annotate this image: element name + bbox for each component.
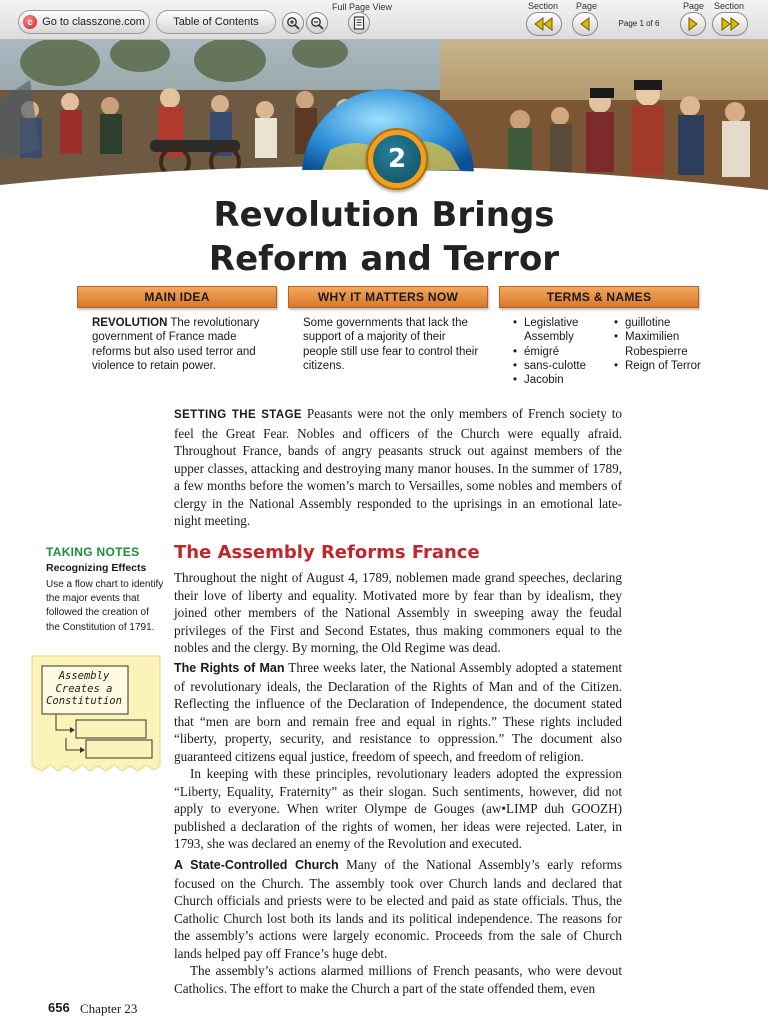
why-it-matters-text: Some governments that lack the support of a majority of their people still use fear to control their citizens. bbox=[303, 317, 479, 372]
next-page-button[interactable] bbox=[680, 12, 706, 36]
taking-notes-heading: TAKING NOTES bbox=[46, 545, 140, 559]
section-heading: The Assembly Reforms France bbox=[174, 542, 480, 563]
right-arrow-icon bbox=[687, 17, 699, 31]
section-label-right: Section bbox=[714, 1, 745, 11]
why-it-matters-heading: WHY IT MATTERS NOW bbox=[288, 286, 488, 308]
taking-notes-subheading: Recognizing Effects bbox=[46, 562, 147, 574]
rights-of-man-heading: The Rights of Man bbox=[174, 661, 285, 675]
section-number: 2 bbox=[373, 135, 421, 183]
state-church-paragraph bbox=[174, 856, 622, 962]
full-page-view-label: Full Page View bbox=[332, 2, 392, 12]
setting-the-stage-paragraph bbox=[174, 405, 622, 530]
state-church-text: Many of the National Assembly’s early reforms focused on the Church. The assembly took over Church lands and declared that Church officials and priests were to be elected and paid as state officials. Thus, the Catholic Church lost both its lands and its political independence. The reasons for the assembly’s actions were largely economic. Proceeds from the sale of Church lands helped pay off France’s huge debt. bbox=[174, 857, 622, 961]
section-label-left: Section bbox=[528, 1, 559, 11]
full-page-view-icon[interactable] bbox=[348, 12, 370, 34]
zoom-out-icon[interactable] bbox=[306, 12, 328, 34]
page-label-right: Page bbox=[683, 1, 705, 11]
left-arrow-icon bbox=[579, 17, 591, 31]
state-church-heading: A State-Controlled Church bbox=[174, 858, 339, 872]
term-item: • sans-culotte bbox=[512, 359, 604, 373]
term-item: • Reign of Terror bbox=[613, 359, 713, 373]
taking-notes-text: Use a flow chart to identify the major events that followed the creation of the Constitution of 1791. bbox=[46, 579, 164, 633]
main-idea-heading: MAIN IDEA bbox=[77, 286, 277, 308]
term-item: • émigré bbox=[512, 345, 604, 359]
section-number-badge bbox=[366, 128, 428, 190]
main-idea-text bbox=[92, 316, 272, 373]
section-title bbox=[0, 193, 768, 281]
main-idea-lead: REVOLUTION bbox=[92, 317, 168, 329]
zoom-in-icon[interactable] bbox=[282, 12, 304, 34]
next-section-button[interactable] bbox=[712, 12, 748, 36]
flow-chart-first-box: Assembly Creates a Constitution bbox=[46, 670, 122, 707]
body-paragraph-1: Throughout the night of August 4, 1789, noblemen made grand speeches, declaring their love of liberty and equality. Motivated more by fear than by idealism, they joined other members of the National Assembly in sweeping away the feudal privileges of the First and Second Estates, thus making commoners equal to the nobles and the clergy. By morning, the Old Regime was dead. bbox=[174, 570, 622, 655]
previous-section-button[interactable] bbox=[526, 12, 562, 36]
term-item: • guillotine bbox=[613, 316, 713, 330]
classzone-label: Go to classzone.com bbox=[42, 16, 145, 28]
body-paragraph-5: The assembly’s actions alarmed millions of French peasants, who were devout Catholics. The effort to make the Church a part of the state offended them, even bbox=[174, 963, 622, 996]
term-item: • Jacobin bbox=[512, 373, 604, 387]
title-line-1: Revolution Brings bbox=[213, 195, 555, 235]
toc-label: Table of Contents bbox=[173, 16, 259, 28]
terms-list-2 bbox=[613, 316, 713, 373]
table-of-contents-button[interactable] bbox=[156, 10, 276, 34]
page-label-left: Page bbox=[576, 1, 598, 11]
page-indicator: Page 1 of 6 bbox=[618, 18, 660, 28]
chapter-label: Chapter 23 bbox=[80, 1001, 138, 1016]
body-paragraph-3: In keeping with these principles, revolutionary leaders adopted the expression “Liberty, Equality, Fraternity” as their slogan. Such sentiments, however, did not apply to everyone. When writer Olympe de Gouges (aw•LIMP duh GOOZH) published a declaration of the rights of women, her ideas were rejected. Later, in 1793, she was declared an enemy of the Revolution and executed. bbox=[174, 766, 622, 851]
previous-page-button[interactable] bbox=[572, 12, 598, 36]
setting-the-stage-text: Peasants were not the only members of French society to feel the Great Fear. Nobles and officers of the Church were equally afraid. Throughout France, bands of angry peasants struck out against members of the upper classes, attacking and destroying many manor houses. In the summer of 1789, a few months before the women’s march to Versailles, some nobles and members of clergy in the National Assembly responded to the uprisings in an emotional late-night meeting. bbox=[174, 406, 622, 528]
viewer-toolbar bbox=[0, 0, 768, 40]
terms-list-1 bbox=[512, 316, 604, 387]
double-left-arrow-icon bbox=[533, 17, 555, 31]
setting-the-stage-lead: SETTING THE STAGE bbox=[174, 409, 302, 421]
rights-of-man-paragraph bbox=[174, 659, 622, 765]
title-line-2: Reform and Terror bbox=[208, 239, 560, 279]
classzone-button[interactable] bbox=[18, 10, 150, 34]
rights-of-man-text: Three weeks later, the National Assembly adopted a statement of revolutionary ideals, the Declaration of the Rights of Man and of the Citizen. Reflecting the influence of the Declaration of Independence, the document stated that “men are born and remain free and equal in rights.” These rights included “liberty, property, security, and resistance to oppression.” The document also guaranteed citizens equal justice, freedom of speech, and freedom of religion. bbox=[174, 660, 622, 764]
term-item: • Legislative Assembly bbox=[512, 316, 604, 345]
term-item: • Maximilien Robespierre bbox=[613, 330, 713, 359]
terms-and-names-heading: TERMS & NAMES bbox=[499, 286, 699, 308]
double-right-arrow-icon bbox=[719, 17, 741, 31]
classzone-logo-icon: c bbox=[23, 15, 37, 29]
main-idea-body: The revolutionary government of France made reforms but also used terror and violence to retain power. bbox=[92, 317, 260, 372]
page-number: 656 bbox=[48, 1000, 70, 1015]
